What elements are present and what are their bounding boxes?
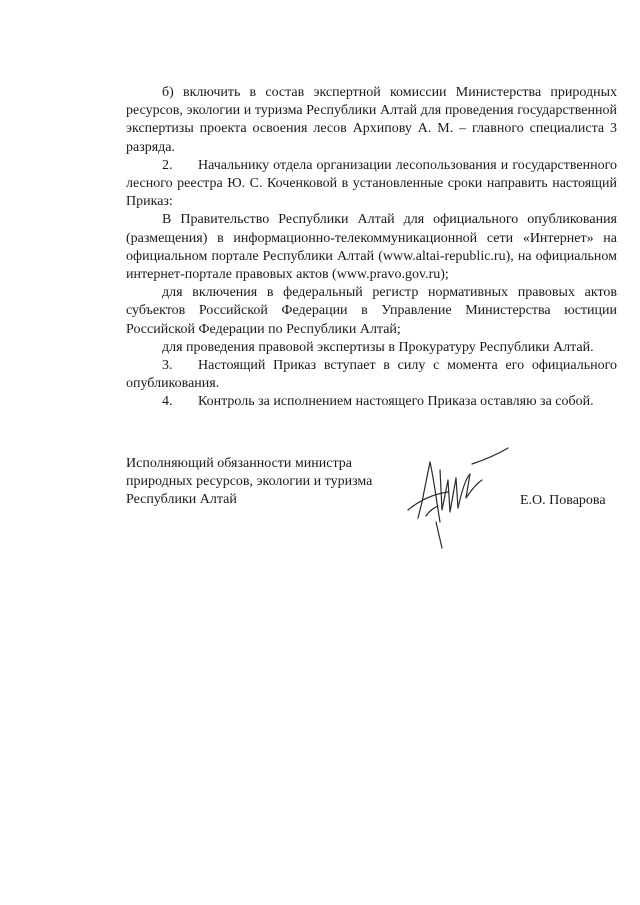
handwritten-signature [400,440,520,555]
item-4-text: Контроль за исполнением настоящего Приказа оставляю за собой. [198,394,594,410]
item-3-paragraph [126,357,617,393]
signatory-name: Е.О. Поварова [520,493,606,508]
sub-item-prosecutor: для проведения правовой экспертизы в Прокуратуру Республики Алтай. [162,339,594,355]
item-2-text: Начальнику отдела организации лесопользования и государственного лесного реестра Ю. С. Коченковой в установленные сроки направить настоящий Приказ: [126,157,617,210]
item-3-number: 3. [162,358,173,374]
signatory-title-line-3: Республики Алтай [126,492,237,508]
signatory-title [126,455,372,510]
sub-item-federal-register: для включения в федеральный регистр нормативных правовых актов субъектов Российской Федерации в Управление Министерства юстиции Российской Федерации по Республики Алтай; [126,285,617,337]
item-b-paragraph: б) включить в состав экспертной комиссии Министерства природных ресурсов, экологии и туризма Республики Алтай для проведения государственной экспертизы проекта освоения лесов Архипову А. М. – главного специалиста 3 разряда. [126,85,617,155]
signatory-title-line-2: природных ресурсов, экологии и туризма [126,474,373,490]
item-3-text: Настоящий Приказ вступает в силу с момента его официального опубликования. [126,358,617,392]
item-2-paragraph [126,157,617,212]
signatory-title-line-1: Исполняющий обязанности министра [126,456,352,471]
item-2-number: 2. [162,157,173,173]
sub-item-government: В Правительство Республики Алтай для официального опубликования (размещения) в информационно-телекоммуникационной сети «Интернет» на официальном портале Республики Алтай (www.altai-republic.ru), на официальном интернет-портале правовых актов (www.pravo.gov.ru); [126,212,617,283]
item-4-paragraph [126,393,617,411]
item-4-number: 4. [162,394,173,410]
order-body [126,84,617,412]
